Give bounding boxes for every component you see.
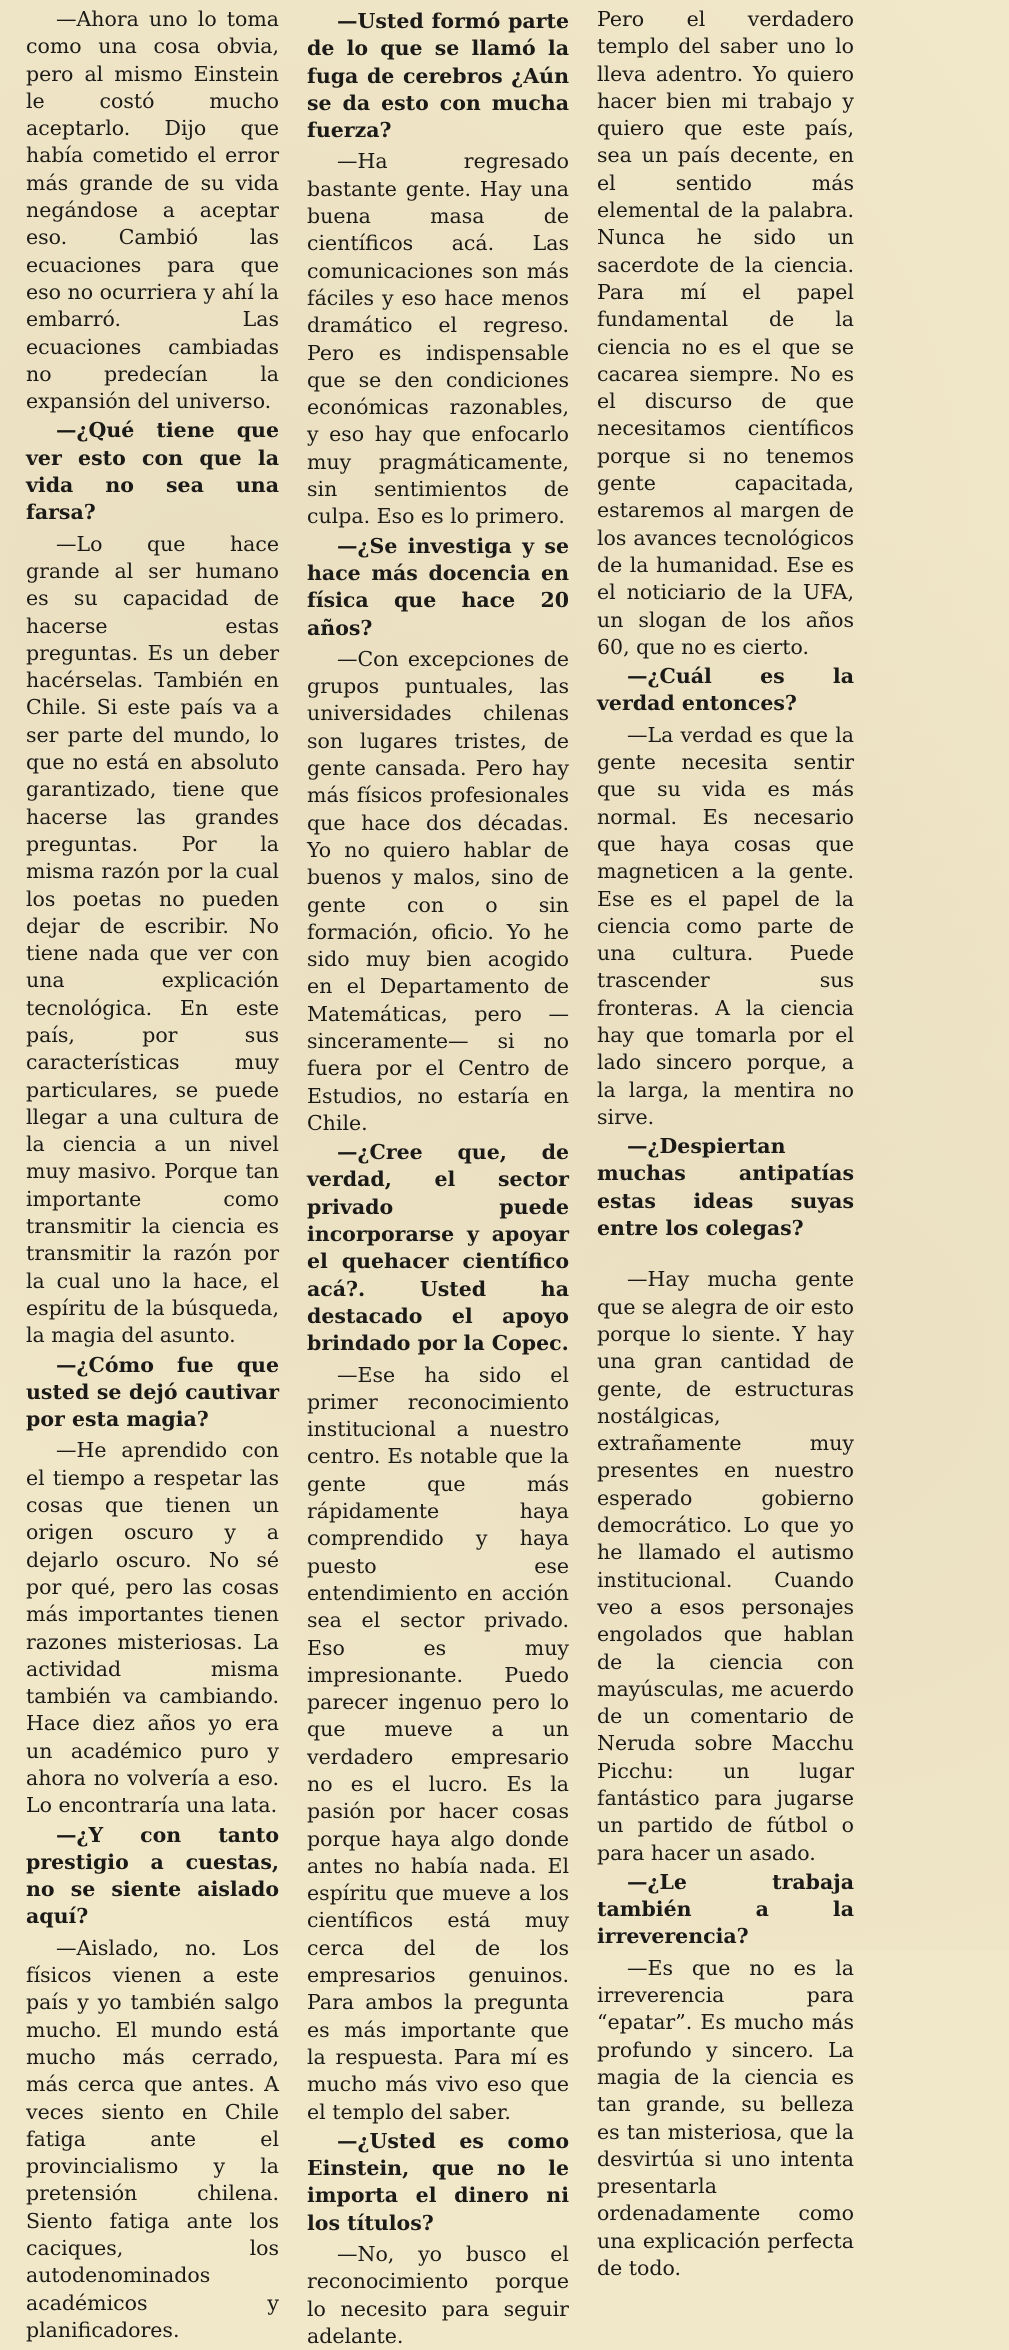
question-paragraph: —Usted formó parte de lo que se llamó la fuga de cerebros ¿Aún se da esto con mucha fuerza? [307, 9, 569, 143]
answer-paragraph: —Aislado, no. Los físicos vienen a este país y yo también salgo mucho. El mundo está mucho más cerrado, más cerca que antes. A veces siento en Chile fatiga ante el provincialismo y la pretensión chilena. Siento fatiga ante los caciques, los autodenominados académicos y planificadores. [26, 1935, 279, 2342]
answer-paragraph: —Con excepciones de grupos puntuales, las universidades chilenas son lugares tristes, de gente cansada. Pero hay más físicos profesionales que hace dos décadas. Yo no quiero hablar de buenos y malos, sino de gente con o sin formación, oficio. Yo he sido muy bien acogido en el Departamento de Matemáticas, pero —sinceramente— si no fuera por el Centro de Estudios, no estaría en Chile. [307, 646, 569, 1135]
question-paragraph: —¿Usted es como Einstein, que no le importa el dinero ni los títulos? [307, 2128, 569, 2235]
answer-paragraph: —He aprendido con el tiempo a respetar las cosas que tienen un origen oscuro y a dejarlo oscuro. No sé por qué, pero las cosas más importantes tienen razones misteriosas. La actividad misma también va cambiando. Hace diez años yo era un académico puro y ahora no volvería a eso. Lo encontraría una lata. [26, 1438, 279, 1818]
question-paragraph: —¿Qué tiene que ver esto con que la vida no sea una farsa? [26, 418, 279, 525]
answer-paragraph: —Hay mucha gente que se alegra de oir esto porque lo siente. Y hay una gran cantidad de gente, de estructuras nostálgicas, extrañamente muy presentes en nuestro esperado gobierno democrático. Lo que yo he llamado el autismo institucional. Cuando veo a esos personajes engolados que hablan de la ciencia con mayúsculas, me acuerdo de un comentario de Neruda sobre Macchu Picchu: un lugar fantástico para jugarse un partido de fútbol o para hacer un asado. [597, 1267, 854, 1865]
answer-paragraph: —Ese ha sido el primer reconocimiento institucional a nuestro centro. Es notable que la gente que más rápidamente haya comprendido y haya puesto ese entendimiento en acción sea el sector privado. Eso es muy impresionante. Puedo parecer ingenuo pero lo que mueve a un verdadero empresario no es el lucro. Es la pasión por hacer cosas porque haya algo donde antes no había nada. El espíritu que mueve a los científicos está muy cerca del de los empresarios genuinos. Para ambos la pregunta es más importante que la respuesta. Para mí es mucho más vivo eso que el templo del saber. [307, 1362, 569, 2124]
question-paragraph: —¿Despiertan muchas antipatías estas ideas suyas entre los colegas? [597, 1134, 854, 1241]
question-paragraph: —¿Cree que, de verdad, el sector privado puede incorporarse y apoyar el quehacer científico acá?. Usted ha destacado el apoyo brindado por la Copec. [307, 1140, 569, 1356]
answer-paragraph: —Es que no es la irreverencia para “epatar”. Es mucho más profundo y sincero. La magia de la ciencia es tan grande, su belleza es tan misteriosa, que la desvirtúa si uno intenta presentarla ordenadamente como una explicación perfecta de todo. [597, 1955, 854, 2281]
question-paragraph: —¿Cómo fue que usted se dejó cautivar por esta magia? [26, 1352, 279, 1432]
question-paragraph: —¿Cuál es la verdad entonces? [597, 664, 854, 716]
text-column-3 [597, 6, 854, 2350]
question-paragraph: —¿Y con tanto prestigio a cuestas, no se siente aislado aquí? [26, 1822, 279, 1929]
answer-paragraph: —La verdad es que la gente necesita sentir que su vida es más normal. Es necesario que haya cosas que magneticen a la gente. Ese es el papel de la ciencia como parte de una cultura. Puede trascender sus fronteras. A la ciencia hay que tomarla por el lado sincero porque, a la larga, la mentira no sirve. [597, 722, 854, 1129]
text-column-1 [26, 6, 279, 2350]
answer-paragraph: —No, yo busco el reconocimiento porque lo necesito para seguir adelante. [307, 2242, 569, 2348]
continuation-paragraph: Pero el verdadero templo del saber uno lo lleva adentro. Yo quiero hacer bien mi trabajo y quiero que este país, sea un país decente, en el sentido más elemental de la palabra. Nunca he sido un sacerdote de la ciencia. Para mí el papel fundamental de la ciencia no es el que se cacarea siempre. No es el discurso de que necesitamos científicos porque si no tenemos gente capacitada, estaremos al margen de los avances tecnológicos de la humanidad. Ese es el noticiario de la UFA, un slogan de los años 60, que no es cierto. [597, 7, 854, 659]
answer-paragraph: —Ha regresado bastante gente. Hay una buena masa de científicos acá. Las comunicaciones son más fáciles y eso hace menos dramático el regreso. Pero es indispensable que se den condiciones económicas razonables, y eso hay que enfocarlo muy pragmáticamente, sin sentimientos de culpa. Eso es lo primero. [307, 149, 569, 529]
question-paragraph: —¿Le trabaja también a la irreverencia? [597, 1869, 854, 1949]
question-paragraph: —¿Se investiga y se hace más docencia en física que hace 20 años? [307, 533, 569, 640]
answer-paragraph: —Ahora uno lo toma como una cosa obvia, pero al mismo Einstein le costó mucho aceptarlo. Dijo que había cometido el error más grande de su vida negándose a aceptar eso. Cambió las ecuaciones para que eso no ocurriera y ahí la embarró. Las ecuaciones cambiadas no predecían la expansión del universo. [26, 7, 279, 414]
answer-paragraph: —Lo que hace grande al ser humano es su capacidad de hacerse estas preguntas. Es un deber hacérselas. También en Chile. Si este país va a ser parte del mundo, lo que no está en absoluto garantizado, tiene que hacerse las grandes preguntas. Por la misma razón por la cual los poetas no pueden dejar de escribir. No tiene nada que ver con una explicación tecnológica. En este país, por sus características muy particulares, se puede llegar a una cultura de la ciencia a un nivel muy masivo. Porque tan importante como transmitir la ciencia es transmitir la razón por la cual uno la hace, el espíritu de la búsqueda, la magia del asunto. [26, 531, 279, 1348]
text-column-2 [307, 6, 569, 2350]
